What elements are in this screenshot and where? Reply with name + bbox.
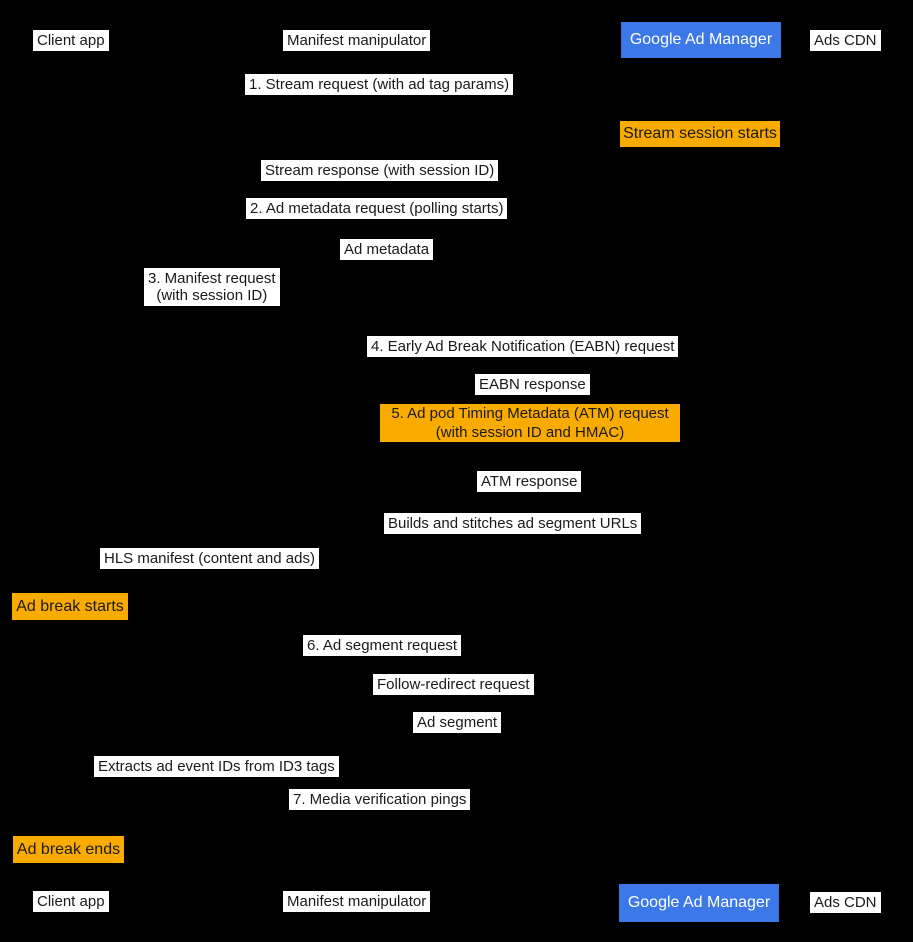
message-ad-segment-request: 6. Ad segment request xyxy=(303,635,461,656)
message-manifest-request-line1: 3. Manifest request xyxy=(148,270,276,287)
message-atm-request-line2: (with session ID and HMAC) xyxy=(435,424,625,441)
message-manifest-request xyxy=(144,268,280,306)
note-ad-break-ends: Ad break ends xyxy=(13,836,124,863)
message-follow-redirect-request: Follow-redirect request xyxy=(373,674,534,695)
actor-google-ad-manager-bottom: Google Ad Manager xyxy=(619,884,779,922)
message-atm-request-line1: 5. Ad pod Timing Metadata (ATM) request xyxy=(391,405,669,422)
message-media-verification-pings: 7. Media verification pings xyxy=(289,789,470,810)
actor-google-ad-manager-top: Google Ad Manager xyxy=(621,22,781,58)
message-ad-metadata: Ad metadata xyxy=(340,239,433,260)
message-eabn-request: 4. Early Ad Break Notification (EABN) request xyxy=(367,336,678,357)
message-atm-response: ATM response xyxy=(477,471,581,492)
message-stream-request: 1. Stream request (with ad tag params) xyxy=(245,74,513,95)
note-extracts-id3: Extracts ad event IDs from ID3 tags xyxy=(94,756,339,777)
actor-manifest-manipulator-bottom: Manifest manipulator xyxy=(283,891,430,912)
message-stream-response: Stream response (with session ID) xyxy=(261,160,498,181)
message-atm-request xyxy=(380,404,680,442)
message-eabn-response: EABN response xyxy=(475,374,590,395)
note-ad-break-starts: Ad break starts xyxy=(12,593,128,620)
message-ad-metadata-request: 2. Ad metadata request (polling starts) xyxy=(246,198,507,219)
actor-ads-cdn-bottom: Ads CDN xyxy=(810,892,881,913)
actor-client-app-top: Client app xyxy=(33,30,109,51)
actor-client-app-bottom: Client app xyxy=(33,891,109,912)
note-stream-session-starts: Stream session starts xyxy=(620,121,780,147)
message-manifest-request-line2: (with session ID) xyxy=(156,287,268,304)
actor-ads-cdn-top: Ads CDN xyxy=(810,30,881,51)
message-hls-manifest: HLS manifest (content and ads) xyxy=(100,548,319,569)
actor-manifest-manipulator-top: Manifest manipulator xyxy=(283,30,430,51)
note-builds-stitches: Builds and stitches ad segment URLs xyxy=(384,513,641,534)
message-ad-segment: Ad segment xyxy=(413,712,501,733)
